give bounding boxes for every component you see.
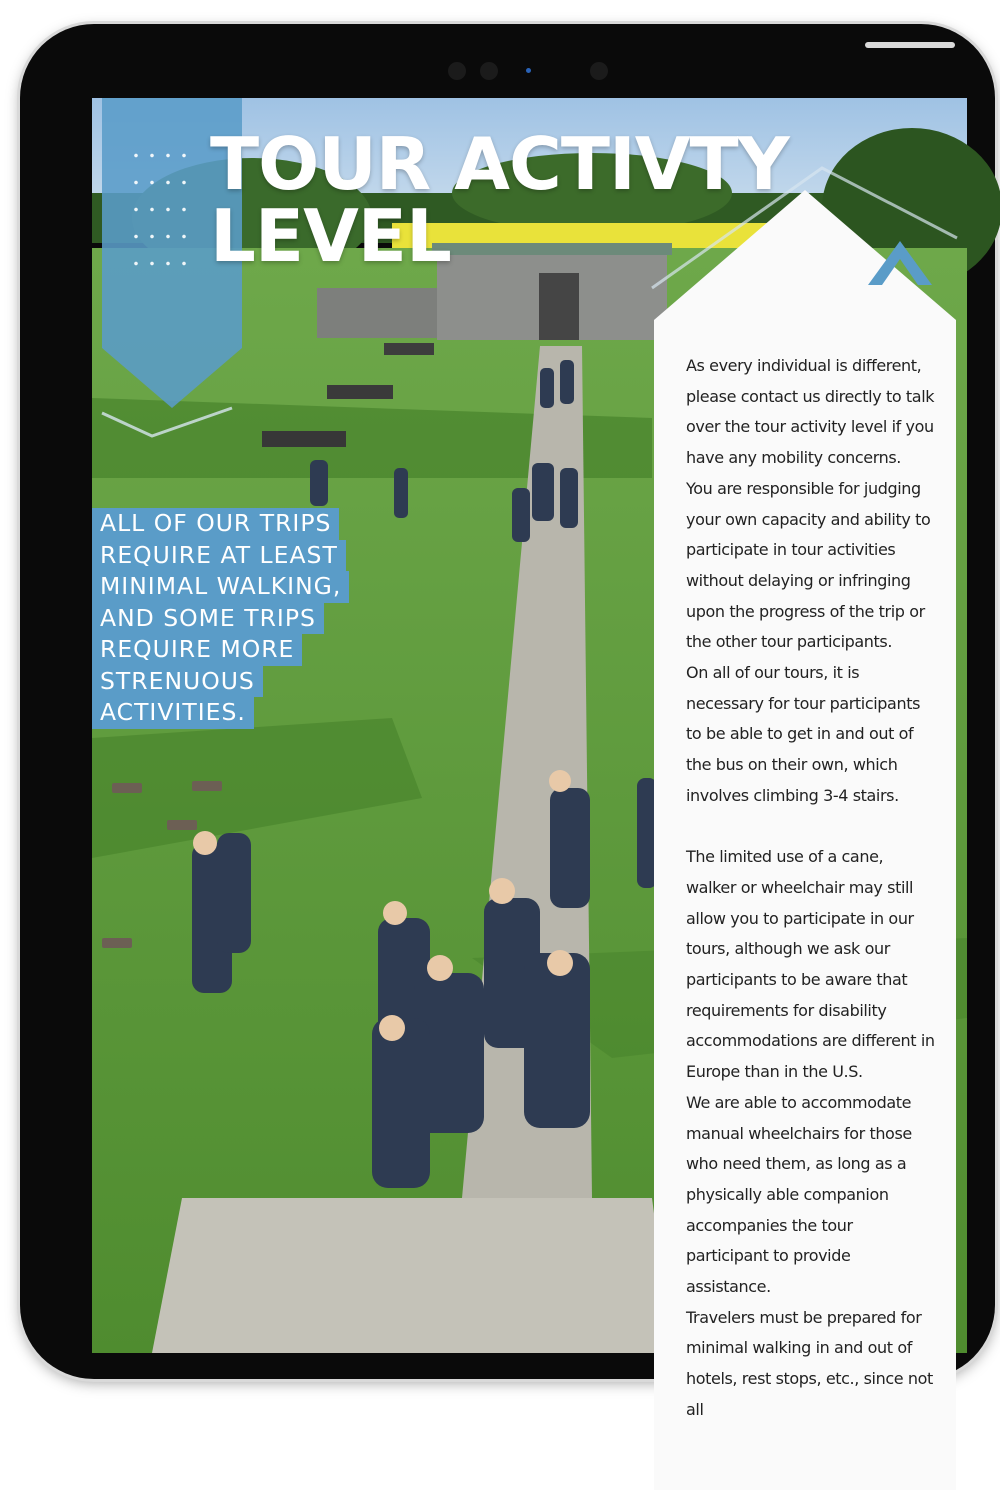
callout-line: ALL OF OUR TRIPS xyxy=(92,508,339,540)
body-paragraph: Travelers must be prepared for minimal walking in and out of hotels, rest stops, etc., since not all xyxy=(686,1307,933,1419)
walking-callout xyxy=(92,508,412,729)
activity-description xyxy=(686,351,936,1426)
callout-line: MINIMAL WALKING, xyxy=(92,571,349,603)
page-title xyxy=(210,122,810,278)
chevron-up-icon[interactable] xyxy=(868,241,932,285)
dot-grid-icon xyxy=(128,142,188,282)
page-screen[interactable] xyxy=(92,98,967,1419)
body-paragraph: On all of our tours, it is necessary for tour participants to be able to get in and out of the bus on their own, which involves climbing 3-4 stairs. xyxy=(686,663,920,805)
camera-bar xyxy=(440,62,630,82)
camera-icon xyxy=(526,68,531,73)
callout-line: REQUIRE MORE xyxy=(92,634,302,666)
callout-line: REQUIRE AT LEAST xyxy=(92,540,346,572)
title-line-2: LEVEL xyxy=(210,194,451,278)
power-button xyxy=(865,42,955,48)
sensor-icon xyxy=(480,62,498,80)
body-paragraph: We are able to accommodate manual wheelchairs for those who need them, as long as a physically able companion accompanies the tour participant to provide assistance. xyxy=(686,1092,912,1297)
body-paragraph: You are responsible for judging your own capacity and ability to participate in tour activities without delaying or infringing upon the progress of the trip or the other tour participants. xyxy=(686,478,931,652)
sensor-icon xyxy=(448,62,466,80)
tablet-frame xyxy=(20,24,995,1419)
callout-line: ACTIVITIES. xyxy=(92,697,254,729)
callout-line: STRENUOUS xyxy=(92,666,263,698)
sensor-icon xyxy=(590,62,608,80)
title-line-1: TOUR ACTIVTY xyxy=(210,122,789,206)
body-paragraph: As every individual is different, please contact us directly to talk over the tour activity level if you have any mobility concerns. xyxy=(686,356,935,468)
body-paragraph: The limited use of a cane, walker or wheelchair may still allow you to participate in our tours, although we ask our participants to be aware that requirements for disability accommodations are different in Europe than in the U.S. xyxy=(686,847,935,1082)
callout-line: AND SOME TRIPS xyxy=(92,603,324,635)
